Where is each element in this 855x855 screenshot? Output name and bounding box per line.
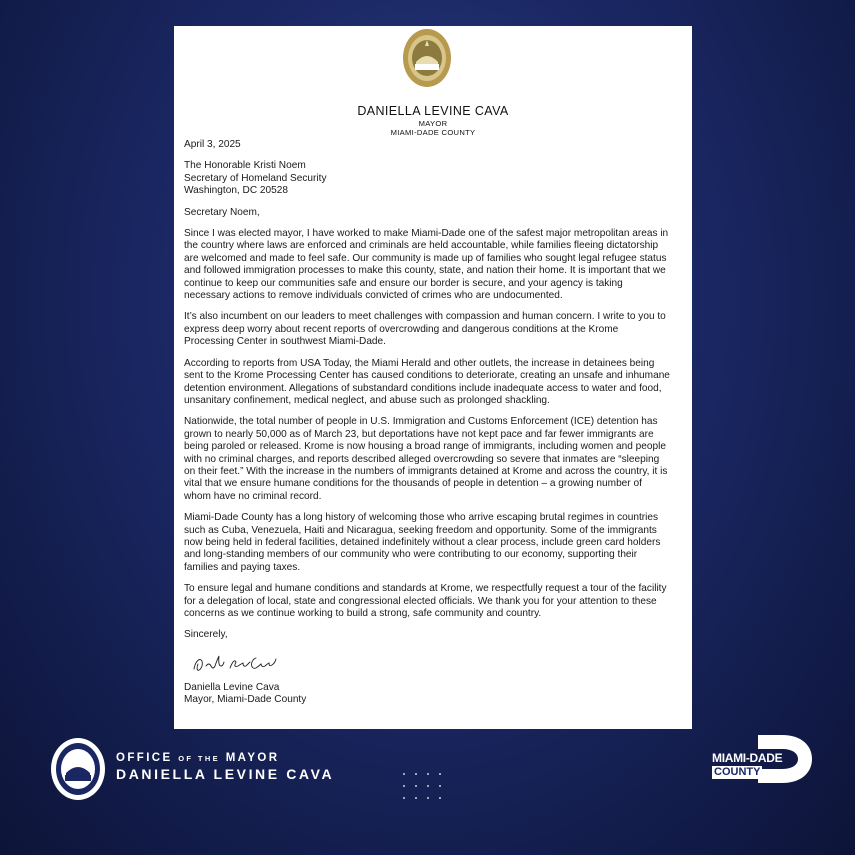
recipient-line: Washington, DC 20528	[184, 185, 288, 197]
paragraph: According to reports from USA Today, the Miami Herald and other outlets, the increase in detainees being sent to the Krome Processing Center has caused conditions to deteriorate, creating an unsafe and inhumane detention environment. Allegations of substandard conditions include inadequate access to water and food, unsanitary confinement, medical neglect, and abuse such as prolonged shackling.	[184, 357, 670, 406]
logo-line1: MIAMI-DADE	[712, 751, 783, 765]
handwritten-signature	[184, 642, 670, 682]
paragraph: Nationwide, the total number of people in U.S. Immigration and Customs Enforcement (ICE) detention has grown to nearly 50,000 as of March 23, but deportations have not kept pace and far fewer immigrants are being paroled or released. Krome is now housing a broad range of immigrants, including women and people with no criminal charges, and reports described alleged overcrowding so severe that inmates are “sleeping on their feet.” With the increase in the numbers of immigrants detained at Krome and across the country, it is vital that we ensure humane conditions for the thousands of people in detention – a growing number of whom have no criminal record.	[184, 416, 668, 502]
signer-title: Mayor, Miami-Dade County	[184, 694, 307, 706]
closing: Sincerely,	[184, 629, 228, 641]
signature-icon	[192, 654, 292, 676]
paragraph: Miami-Dade County has a long history of welcoming those who arrive escaping brutal regimes in countries such as Cuba, Venezuela, Haiti and Nicaragua, seeking freedom and opportunity. Some of the immigrants now being held in federal facilities, detained indefinitely without a clear process, include green card holders and long-standing members of our community who were contributing to our economy, supporting their families and paying taxes.	[184, 512, 661, 573]
county-seal-icon	[402, 28, 452, 88]
letterhead-name: DANIELLA LEVINE CAVA	[357, 104, 509, 118]
office-of-the-mayor-wordmark	[116, 751, 334, 782]
mayor-word: MAYOR	[225, 752, 280, 764]
miami-dade-logo-icon	[710, 733, 814, 785]
paragraph: To ensure legal and humane conditions and standards at Krome, we respectfully request a tour of the facility for a delegation of local, state and congressional elected officials. We thank you for your attention to these concerns as we continue working to build a strong, safe community and country.	[184, 583, 667, 619]
signer-name: Daniella Levine Cava	[184, 681, 280, 693]
letterhead-org: MIAMI-DADE COUNTY	[390, 128, 476, 137]
letter-date: April 3, 2025	[184, 139, 241, 150]
of-the-word: OF THE	[178, 754, 221, 763]
recipient-line: The Honorable Kristi Noem	[184, 160, 306, 172]
mayor-name: DANIELLA LEVINE CAVA	[116, 766, 335, 782]
paragraph: It’s also incumbent on our leaders to meet challenges with compassion and human concern. I write to you to express deep worry about recent reports of overcrowding and dangerous conditions at the Krome Processing Center in southwest Miami-Dade.	[184, 311, 666, 348]
letter-page	[174, 26, 692, 729]
recipient-line: Secretary of Homeland Security	[184, 172, 327, 184]
letterhead-title: MAYOR	[418, 119, 448, 128]
letterhead	[174, 104, 692, 137]
salutation: Secretary Noem,	[184, 206, 260, 218]
logo-line2: COUNTY	[714, 766, 761, 778]
county-seal-icon	[50, 737, 106, 801]
letter-body	[184, 139, 670, 707]
office-word: OFFICE	[116, 752, 173, 764]
paragraph: Since I was elected mayor, I have worked to make Miami-Dade one of the safest major metropolitan areas in the country where laws are enforced and criminals are held accountable, while families fleeing dictatorship are welcomed and made to feel safe. Our community is made up of families who sought legal refugee status and followed immigration processes to make this county, state, and nation their home. It is important that we continue to keep our communities safe and ensure our border is secure, and your agency is taking necessary actions to remove individuals convicted of crimes who are undocumented.	[184, 228, 669, 302]
recipient-address	[184, 160, 670, 197]
